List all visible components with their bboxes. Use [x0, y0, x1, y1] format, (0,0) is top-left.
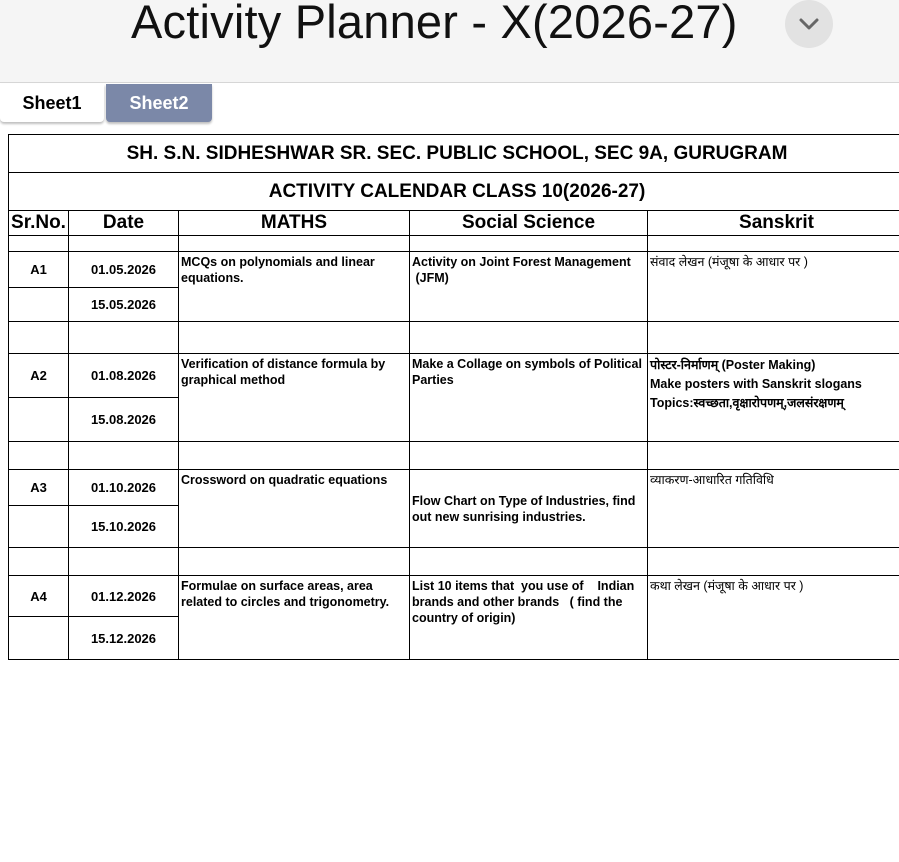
header-sanskrit[interactable]: Sanskrit [648, 211, 899, 236]
sanskrit-activity-cell[interactable]: व्याकरण-आधारित गतिविधि [648, 470, 899, 548]
empty-cell[interactable] [69, 322, 179, 354]
empty-cell[interactable] [648, 236, 899, 252]
maths-activity-cell[interactable]: Crossword on quadratic equations [179, 470, 410, 548]
empty-cell[interactable] [9, 617, 69, 660]
tab-sheet1[interactable]: Sheet1 [0, 84, 104, 122]
empty-cell[interactable] [69, 548, 179, 576]
empty-cell[interactable] [9, 398, 69, 442]
title-bar [0, 0, 899, 83]
date-cell[interactable]: 15.12.2026 [69, 617, 179, 660]
empty-cell[interactable] [9, 322, 69, 354]
empty-cell[interactable] [179, 236, 410, 252]
empty-cell[interactable] [648, 548, 899, 576]
empty-cell[interactable] [9, 506, 69, 548]
sanskrit-activity-cell[interactable]: पोस्टर-निर्माणम् (Poster Making) Make posters with Sanskrit slogans Topics:स्वच्छता,वृक्षारोपणम्,जलसंरक्षणम् [648, 354, 899, 442]
tab-sheet2[interactable]: Sheet2 [106, 84, 212, 122]
date-cell[interactable]: 15.08.2026 [69, 398, 179, 442]
empty-cell[interactable] [410, 548, 648, 576]
empty-cell[interactable] [9, 548, 69, 576]
sanskrit-activity-cell[interactable]: कथा लेखन (मंजूषा के आधार पर ) [648, 576, 899, 660]
empty-cell[interactable] [179, 322, 410, 354]
header-date[interactable]: Date [69, 211, 179, 236]
empty-cell[interactable] [648, 442, 899, 470]
title-menu-button[interactable] [785, 0, 833, 48]
date-cell[interactable]: 15.05.2026 [69, 288, 179, 322]
sr-cell[interactable]: A4 [9, 576, 69, 617]
header-srno[interactable]: Sr.No. [9, 211, 69, 236]
sr-cell[interactable]: A3 [9, 470, 69, 506]
document-title: Activity Planner - X(2026-27) [131, 0, 738, 48]
calendar-title-cell[interactable]: ACTIVITY CALENDAR CLASS 10(2026-27) [9, 173, 899, 211]
empty-cell[interactable] [9, 288, 69, 322]
header-maths[interactable]: MATHS [179, 211, 410, 236]
chevron-down-icon [798, 17, 820, 31]
activity-table [8, 134, 899, 660]
social-activity-cell[interactable]: Flow Chart on Type of Industries, find out new sunrising industries. [410, 470, 648, 548]
maths-activity-cell[interactable]: Verification of distance formula by graphical method [179, 354, 410, 442]
empty-cell[interactable] [69, 236, 179, 252]
social-activity-cell[interactable]: Make a Collage on symbols of Political Parties [410, 354, 648, 442]
social-activity-cell[interactable]: List 10 items that you use of Indian brands and other brands ( find the country of origin) [410, 576, 648, 660]
date-cell[interactable]: 01.08.2026 [69, 354, 179, 398]
social-activity-cell[interactable]: Activity on Joint Forest Management (JFM) [410, 252, 648, 322]
empty-cell[interactable] [410, 322, 648, 354]
empty-cell[interactable] [9, 236, 69, 252]
date-cell[interactable]: 01.12.2026 [69, 576, 179, 617]
empty-cell[interactable] [410, 442, 648, 470]
empty-cell[interactable] [9, 442, 69, 470]
maths-activity-cell[interactable]: MCQs on polynomials and linear equations. [179, 252, 410, 322]
empty-cell[interactable] [69, 442, 179, 470]
school-name-cell[interactable]: SH. S.N. SIDHESHWAR SR. SEC. PUBLIC SCHOOL, SEC 9A, GURUGRAM [9, 135, 899, 173]
empty-cell[interactable] [179, 442, 410, 470]
date-cell[interactable]: 01.05.2026 [69, 252, 179, 288]
empty-cell[interactable] [648, 322, 899, 354]
sanskrit-activity-cell[interactable]: संवाद लेखन (मंजूषा के आधार पर ) [648, 252, 899, 322]
empty-cell[interactable] [410, 236, 648, 252]
header-social-science[interactable]: Social Science [410, 211, 648, 236]
date-cell[interactable]: 15.10.2026 [69, 506, 179, 548]
sr-cell[interactable]: A2 [9, 354, 69, 398]
maths-activity-cell[interactable]: Formulae on surface areas, area related to circles and trigonometry. [179, 576, 410, 660]
sr-cell[interactable]: A1 [9, 252, 69, 288]
empty-cell[interactable] [179, 548, 410, 576]
date-cell[interactable]: 01.10.2026 [69, 470, 179, 506]
spreadsheet-grid [8, 134, 899, 660]
